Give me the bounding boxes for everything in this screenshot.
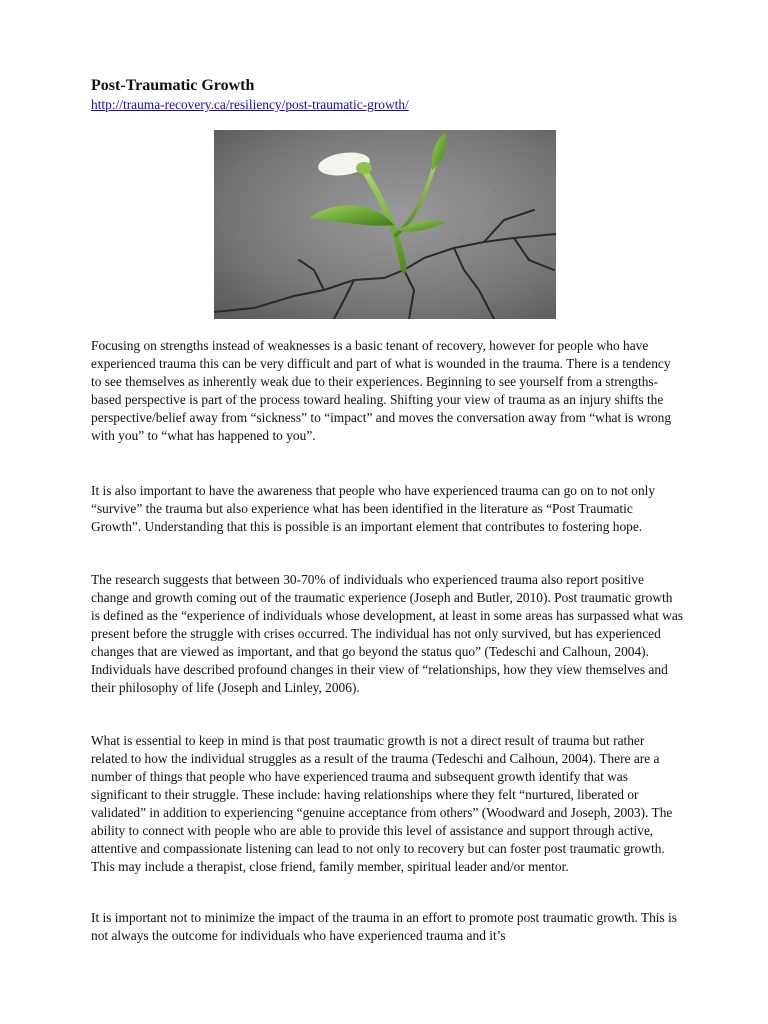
sprout-photo [214, 130, 556, 319]
paragraph: The research suggests that between 30-70% of individuals who experienced trauma also report positive change and growth coming out of the traumatic experience (Joseph and Butler, 2010). Post traumatic growth is defined as the “experience of individuals whose development, at least in some areas has surpassed what was present before the struggle with crises occurred. The individual has not only survived, but has experienced changes that are viewed as important, and that go beyond the status quo” (Tedeschi and Calhoun, 2004). Individuals have described profound changes in their view of “relationships, how they view themselves and their philosophy of life (Joseph and Linley, 2006). [91, 572, 683, 695]
paragraph: Focusing on strengths instead of weaknesses is a basic tenant of recovery, however for people who have experienced trauma this can be very difficult and part of what is wounded in the trauma. There is a tendency to see themselves as inherently weak due to their experiences. Beginning to see yourself from a strengths-based perspective is part of the process toward healing. Shifting your view of trauma as an injury shifts the perspective/belief away from “sickness” to “impact” and moves the conversation away from “what is wrong with you” to “what has happened to you”. [91, 338, 672, 443]
page-title: Post-Traumatic Growth [91, 77, 255, 94]
paragraph: What is essential to keep in mind is that post traumatic growth is not a direct result of trauma but rather related to how the individual struggles as a result of the trauma (Tedeschi and Calhoun, 2004). There are a number of things that people who have experienced trauma and subsequent growth identify that was significant to their struggle. These include: having relationships where they felt “nurtured, liberated or validated” in addition to experiencing “genuine acceptance from others” (Woodward and Joseph, 2003). The ability to connect with people who are able to provide this level of assistance and support through active, attentive and compassionate listening can lead to not only to recovery but can foster post traumatic growth. This may include a therapist, close friend, family member, spiritual leader and/or mentor. [91, 733, 673, 874]
source-link[interactable]: http://trauma-recovery.ca/resiliency/post-traumatic-growth/ [91, 97, 409, 112]
document-page [91, 76, 691, 943]
paragraph: It is important not to minimize the impact of the trauma in an effort to promote post traumatic growth. This is not always the outcome for individuals who have experienced trauma and it’s [91, 910, 677, 943]
paragraph: It is also important to have the awareness that people who have experienced trauma can go on to not only “survive” the trauma but also experience what has been identified in the literature as “Post Traumatic Growth”. Understanding that this is possible is an important element that contributes to fostering hope. [91, 483, 656, 534]
